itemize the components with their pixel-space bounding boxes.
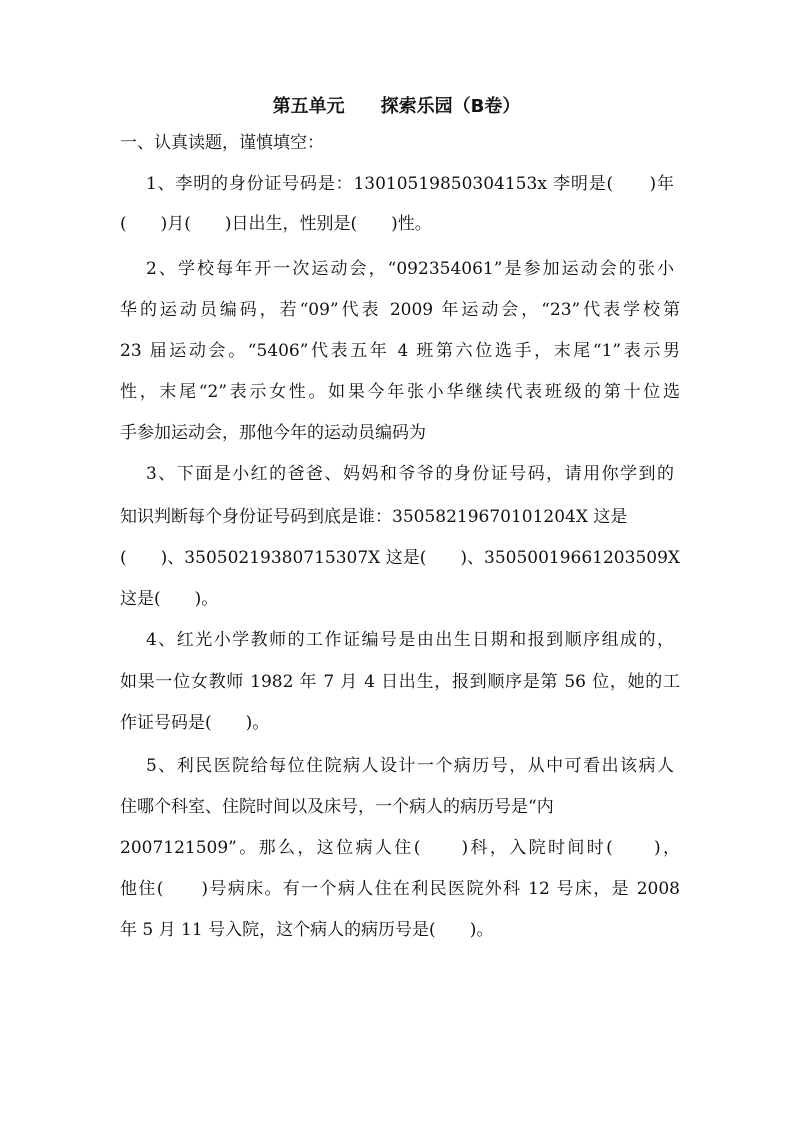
question-2-line-1: 2、学校每年开一次运动会，“092354061”是参加运动会的张小 bbox=[146, 259, 674, 279]
question-5-line-2: 住哪个科室、住院时间以及床号，一个病人的病历号是“内 bbox=[120, 797, 554, 817]
question-2-line-3: 23 届运动会。“5406”代表五年 4 班第六位选手，末尾“1”表示男 bbox=[120, 341, 680, 361]
question-5-line-4: 他住( )号病床。有一个病人住在利民医院外科 12 号床，是 2008 bbox=[120, 879, 680, 899]
question-4-line-2: 如果一位女教师 1982 年 7 月 4 日出生，报到顺序是第 56 位，她的工 bbox=[120, 672, 680, 692]
question-1-line-1: 1、李明的身份证号码是：13010519850304153x 李明是( )年 bbox=[146, 174, 674, 194]
question-2-line-5: 手参加运动会，那他今年的运动员编码为 bbox=[120, 423, 426, 443]
question-3-line-3: ( )、35050219380715307X 这是( )、35050019661203509X bbox=[120, 548, 680, 568]
question-3-line-2: 知识判断每个身份证号码到底是谁：35058219670101204X 这是 bbox=[120, 507, 628, 527]
page-title: 第五单元 探索乐园（B卷） bbox=[272, 96, 521, 117]
question-1-line-2: ( )月( )日出生，性别是( )性。 bbox=[120, 214, 432, 234]
question-5-line-3: 2007121509”。那么，这位病人住( )科，入院时间时( )， bbox=[120, 838, 680, 858]
question-4-line-3: 作证号码是( )。 bbox=[120, 713, 270, 733]
question-3-line-4: 这是( )。 bbox=[120, 589, 219, 609]
question-2-line-2: 华的运动员编码，若“09”代表 2009 年运动会，“23”代表学校第 bbox=[120, 300, 680, 320]
question-5-line-5: 年 5 月 11 号入院，这个病人的病历号是( )。 bbox=[120, 920, 494, 940]
question-2-line-4: 性，末尾“2”表示女性。如果今年张小华继续代表班级的第十位选 bbox=[120, 382, 680, 402]
question-3-line-1: 3、下面是小红的爸爸、妈妈和爷爷的身份证号码，请用你学到的 bbox=[146, 464, 674, 484]
question-5-line-1: 5、利民医院给每位住院病人设计一个病历号，从中可看出该病人 bbox=[146, 756, 674, 776]
section-heading: 一、认真读题，谨慎填空： bbox=[120, 133, 324, 153]
question-4-line-1: 4、红光小学教师的工作证编号是由出生日期和报到顺序组成的， bbox=[146, 630, 674, 650]
